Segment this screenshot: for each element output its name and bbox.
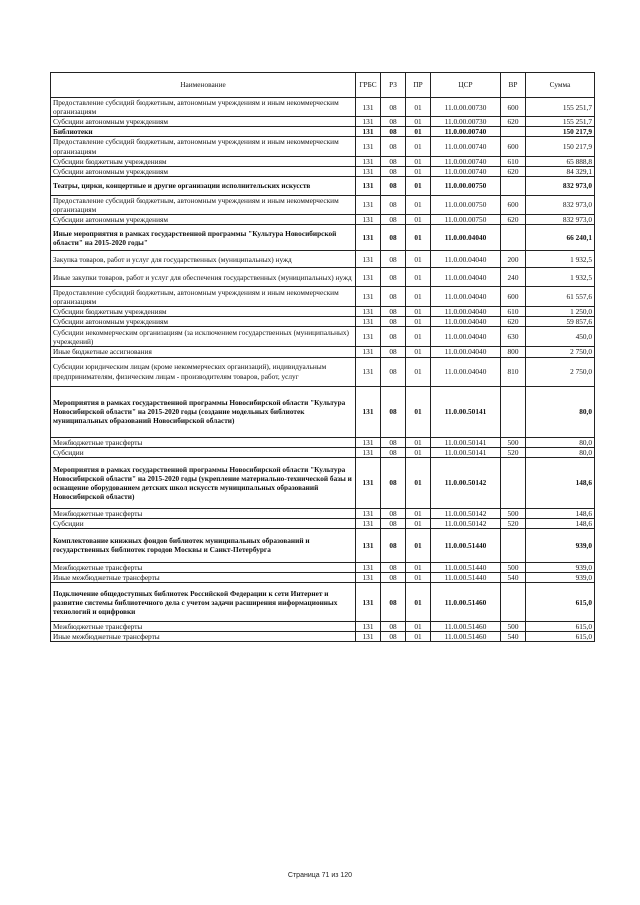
- table-row: [51, 457, 595, 508]
- cell-pr: 01: [406, 195, 431, 214]
- cell-pr: 01: [406, 317, 431, 327]
- table-row: [51, 508, 595, 518]
- cell-grbs: 131: [356, 176, 381, 195]
- cell-grbs: 131: [356, 268, 381, 287]
- cell-csr: 11.0.00.00730: [431, 98, 501, 117]
- cell-pr: 01: [406, 117, 431, 127]
- cell-csr: 11.0.00.51440: [431, 573, 501, 583]
- table-row: [51, 528, 595, 562]
- table-row: [51, 127, 595, 137]
- cell-vr: [501, 457, 526, 508]
- cell-csr: 11.0.00.04040: [431, 251, 501, 268]
- cell-grbs: 131: [356, 632, 381, 642]
- cell-vr: [501, 386, 526, 437]
- cell-grbs: 131: [356, 215, 381, 225]
- cell-sum: 450,0: [526, 327, 595, 347]
- cell-sum: 59 857,6: [526, 317, 595, 327]
- cell-pr: 01: [406, 508, 431, 518]
- table-row: [51, 632, 595, 642]
- cell-grbs: 131: [356, 622, 381, 632]
- cell-pr: 01: [406, 215, 431, 225]
- table-header-row: [51, 73, 595, 98]
- cell-vr: 610: [501, 156, 526, 166]
- cell-grbs: 131: [356, 457, 381, 508]
- cell-csr: 11.0.00.04040: [431, 268, 501, 287]
- cell-csr: 11.0.00.50141: [431, 447, 501, 457]
- cell-vr: 620: [501, 215, 526, 225]
- cell-name: Комплектование книжных фондов библиотек муниципальных образований и государственных библиотек городов Москвы и Санкт-Петербурга: [51, 528, 356, 562]
- cell-sum: 65 888,8: [526, 156, 595, 166]
- cell-vr: 520: [501, 518, 526, 528]
- cell-vr: 240: [501, 268, 526, 287]
- cell-csr: 11.0.00.00750: [431, 195, 501, 214]
- cell-grbs: 131: [356, 251, 381, 268]
- cell-name: Иные мероприятия в рамках государственной программы "Культура Новосибирской области" на 2015-2020 годы": [51, 225, 356, 251]
- cell-sum: 84 329,1: [526, 166, 595, 176]
- cell-rz: 08: [381, 251, 406, 268]
- cell-vr: 600: [501, 137, 526, 156]
- cell-rz: 08: [381, 528, 406, 562]
- cell-vr: 800: [501, 347, 526, 357]
- cell-name: Субсидии бюджетным учреждениям: [51, 307, 356, 317]
- cell-name: Иные межбюджетные трансферты: [51, 573, 356, 583]
- table-row: [51, 195, 595, 214]
- cell-vr: 600: [501, 98, 526, 117]
- cell-pr: 01: [406, 622, 431, 632]
- cell-name: Иные межбюджетные трансферты: [51, 632, 356, 642]
- table-row: [51, 287, 595, 307]
- cell-pr: 01: [406, 176, 431, 195]
- cell-rz: 08: [381, 437, 406, 447]
- cell-grbs: 131: [356, 166, 381, 176]
- cell-name: Иные бюджетные ассигнования: [51, 347, 356, 357]
- cell-sum: 61 557,6: [526, 287, 595, 307]
- cell-csr: 11.0.00.00740: [431, 156, 501, 166]
- cell-rz: 08: [381, 307, 406, 317]
- cell-csr: 11.0.00.51460: [431, 632, 501, 642]
- cell-pr: 01: [406, 166, 431, 176]
- cell-rz: 08: [381, 457, 406, 508]
- cell-grbs: 131: [356, 347, 381, 357]
- table-row: [51, 357, 595, 386]
- cell-pr: 01: [406, 127, 431, 137]
- cell-csr: 11.0.00.00740: [431, 137, 501, 156]
- table-row: [51, 166, 595, 176]
- cell-csr: 11.0.00.00730: [431, 117, 501, 127]
- cell-vr: 610: [501, 307, 526, 317]
- cell-name: Субсидии автономным учреждениям: [51, 215, 356, 225]
- cell-vr: [501, 528, 526, 562]
- cell-sum: 155 251,7: [526, 117, 595, 127]
- cell-sum: 1 250,0: [526, 307, 595, 317]
- cell-csr: 11.0.00.51460: [431, 583, 501, 622]
- cell-sum: 155 251,7: [526, 98, 595, 117]
- table-row: [51, 176, 595, 195]
- cell-sum: 939,0: [526, 528, 595, 562]
- table-row: [51, 98, 595, 117]
- cell-csr: 11.0.00.50142: [431, 508, 501, 518]
- cell-rz: 08: [381, 518, 406, 528]
- cell-rz: 08: [381, 98, 406, 117]
- cell-name: Субсидии: [51, 447, 356, 457]
- cell-vr: [501, 225, 526, 251]
- cell-csr: 11.0.00.00750: [431, 176, 501, 195]
- cell-sum: 148,6: [526, 518, 595, 528]
- table-row: [51, 437, 595, 447]
- page-number: Страница 71 из 120: [287, 872, 353, 879]
- cell-sum: 615,0: [526, 583, 595, 622]
- cell-name: Театры, цирки, концертные и другие организации исполнительских искусств: [51, 176, 356, 195]
- cell-name: Предоставление субсидий бюджетным, автономным учреждениям и иным некоммерческим организациям: [51, 287, 356, 307]
- cell-grbs: 131: [356, 518, 381, 528]
- header-rz: РЗ: [381, 73, 406, 98]
- cell-csr: 11.0.00.04040: [431, 347, 501, 357]
- cell-sum: 2 750,0: [526, 347, 595, 357]
- cell-rz: 08: [381, 347, 406, 357]
- cell-rz: 08: [381, 622, 406, 632]
- cell-sum: 66 240,1: [526, 225, 595, 251]
- cell-vr: 630: [501, 327, 526, 347]
- cell-rz: 08: [381, 357, 406, 386]
- cell-vr: [501, 176, 526, 195]
- cell-grbs: 131: [356, 528, 381, 562]
- cell-rz: 08: [381, 166, 406, 176]
- cell-name: Межбюджетные трансферты: [51, 437, 356, 447]
- cell-sum: 615,0: [526, 632, 595, 642]
- cell-rz: 08: [381, 137, 406, 156]
- cell-pr: 01: [406, 287, 431, 307]
- cell-pr: 01: [406, 632, 431, 642]
- table-row: [51, 386, 595, 437]
- cell-grbs: 131: [356, 327, 381, 347]
- cell-rz: 08: [381, 156, 406, 166]
- cell-rz: 08: [381, 327, 406, 347]
- cell-pr: 01: [406, 518, 431, 528]
- cell-rz: 08: [381, 447, 406, 457]
- cell-grbs: 131: [356, 156, 381, 166]
- cell-name: Подключение общедоступных библиотек Российской Федерации к сети Интернет и развитие системы библиотечного дела с учетом задачи расширения информационных технологий и оцифровки: [51, 583, 356, 622]
- cell-grbs: 131: [356, 386, 381, 437]
- cell-name: Межбюджетные трансферты: [51, 562, 356, 572]
- cell-csr: 11.0.00.00750: [431, 215, 501, 225]
- cell-pr: 01: [406, 457, 431, 508]
- table-row: [51, 327, 595, 347]
- cell-vr: 500: [501, 562, 526, 572]
- cell-vr: 620: [501, 166, 526, 176]
- header-grbs: ГРБС: [356, 73, 381, 98]
- cell-sum: 148,6: [526, 508, 595, 518]
- cell-pr: 01: [406, 357, 431, 386]
- cell-rz: 08: [381, 287, 406, 307]
- cell-rz: 08: [381, 317, 406, 327]
- cell-vr: [501, 583, 526, 622]
- cell-rz: 08: [381, 127, 406, 137]
- header-sum: Сумма: [526, 73, 595, 98]
- cell-vr: 500: [501, 437, 526, 447]
- cell-grbs: 131: [356, 583, 381, 622]
- cell-sum: 150 217,9: [526, 137, 595, 156]
- cell-csr: 11.0.00.51440: [431, 562, 501, 572]
- cell-pr: 01: [406, 583, 431, 622]
- cell-sum: 615,0: [526, 622, 595, 632]
- header-pr: ПР: [406, 73, 431, 98]
- cell-pr: 01: [406, 386, 431, 437]
- cell-name: Субсидии некоммерческим организациям (за исключением государственных (муниципальных) учреждений): [51, 327, 356, 347]
- cell-sum: 1 932,5: [526, 251, 595, 268]
- cell-name: Субсидии юридическим лицам (кроме некоммерческих организаций), индивидуальным предпринимателям, физическим лицам - производителям товаров, работ, услуг: [51, 357, 356, 386]
- cell-rz: 08: [381, 176, 406, 195]
- table-row: [51, 268, 595, 287]
- cell-grbs: 131: [356, 98, 381, 117]
- table-row: [51, 447, 595, 457]
- cell-name: Библиотеки: [51, 127, 356, 137]
- table-row: [51, 317, 595, 327]
- table-row: [51, 573, 595, 583]
- cell-rz: 08: [381, 632, 406, 642]
- cell-rz: 08: [381, 386, 406, 437]
- cell-grbs: 131: [356, 225, 381, 251]
- cell-csr: 11.0.00.50142: [431, 518, 501, 528]
- cell-grbs: 131: [356, 562, 381, 572]
- cell-name: Мероприятия в рамках государственной программы Новосибирской области "Культура Новосибирской области" на 2015-2020 годы (укрепление материально-технической базы и оснащение оборудованием детских школ искусств муниципальных образований Новосибирской области): [51, 457, 356, 508]
- cell-grbs: 131: [356, 447, 381, 457]
- cell-sum: 832 973,0: [526, 195, 595, 214]
- cell-csr: 11.0.00.04040: [431, 307, 501, 317]
- cell-pr: 01: [406, 268, 431, 287]
- cell-csr: 11.0.00.00740: [431, 127, 501, 137]
- cell-grbs: 131: [356, 117, 381, 127]
- table-row: [51, 251, 595, 268]
- cell-name: Субсидии автономным учреждениям: [51, 117, 356, 127]
- cell-grbs: 131: [356, 137, 381, 156]
- cell-pr: 01: [406, 225, 431, 251]
- cell-name: Предоставление субсидий бюджетным, автономным учреждениям и иным некоммерческим организациям: [51, 98, 356, 117]
- cell-csr: 11.0.00.51460: [431, 622, 501, 632]
- cell-pr: 01: [406, 437, 431, 447]
- cell-rz: 08: [381, 583, 406, 622]
- table-row: [51, 156, 595, 166]
- cell-csr: 11.0.00.04040: [431, 327, 501, 347]
- cell-rz: 08: [381, 215, 406, 225]
- cell-name: Межбюджетные трансферты: [51, 622, 356, 632]
- cell-pr: 01: [406, 156, 431, 166]
- cell-pr: 01: [406, 573, 431, 583]
- cell-sum: 832 973,0: [526, 176, 595, 195]
- cell-sum: 939,0: [526, 562, 595, 572]
- cell-vr: 600: [501, 195, 526, 214]
- cell-csr: 11.0.00.00740: [431, 166, 501, 176]
- cell-grbs: 131: [356, 287, 381, 307]
- cell-grbs: 131: [356, 127, 381, 137]
- cell-grbs: 131: [356, 195, 381, 214]
- table-row: [51, 347, 595, 357]
- cell-csr: 11.0.00.04040: [431, 317, 501, 327]
- cell-rz: 08: [381, 225, 406, 251]
- table-row: [51, 307, 595, 317]
- cell-csr: 11.0.00.04040: [431, 357, 501, 386]
- cell-pr: 01: [406, 137, 431, 156]
- cell-grbs: 131: [356, 437, 381, 447]
- cell-pr: 01: [406, 327, 431, 347]
- cell-sum: 150 217,9: [526, 127, 595, 137]
- cell-vr: 540: [501, 632, 526, 642]
- cell-sum: 80,0: [526, 437, 595, 447]
- table-row: [51, 215, 595, 225]
- cell-sum: 2 750,0: [526, 357, 595, 386]
- cell-rz: 08: [381, 195, 406, 214]
- cell-pr: 01: [406, 528, 431, 562]
- cell-name: Закупка товаров, работ и услуг для государственных (муниципальных) нужд: [51, 251, 356, 268]
- cell-grbs: 131: [356, 357, 381, 386]
- header-vr: ВР: [501, 73, 526, 98]
- cell-csr: 11.0.00.04040: [431, 287, 501, 307]
- header-csr: ЦСР: [431, 73, 501, 98]
- cell-name: Предоставление субсидий бюджетным, автономным учреждениям и иным некоммерческим организациям: [51, 195, 356, 214]
- cell-pr: 01: [406, 307, 431, 317]
- cell-csr: 11.0.00.50141: [431, 386, 501, 437]
- cell-name: Мероприятия в рамках государственной программы Новосибирской области "Культура Новосибирской области" на 2015-2020 годы (создание модельных библиотек муниципальных образований Новосибирской области): [51, 386, 356, 437]
- cell-vr: 810: [501, 357, 526, 386]
- cell-vr: 540: [501, 573, 526, 583]
- table-row: [51, 562, 595, 572]
- cell-rz: 08: [381, 573, 406, 583]
- table-row: [51, 137, 595, 156]
- cell-vr: 500: [501, 508, 526, 518]
- table-row: [51, 583, 595, 622]
- cell-vr: 600: [501, 287, 526, 307]
- cell-grbs: 131: [356, 508, 381, 518]
- cell-name: Межбюджетные трансферты: [51, 508, 356, 518]
- cell-name: Субсидии бюджетным учреждениям: [51, 156, 356, 166]
- cell-csr: 11.0.00.04040: [431, 225, 501, 251]
- cell-pr: 01: [406, 98, 431, 117]
- table-row: [51, 518, 595, 528]
- cell-vr: 620: [501, 317, 526, 327]
- cell-vr: 620: [501, 117, 526, 127]
- table-row: [51, 117, 595, 127]
- cell-pr: 01: [406, 251, 431, 268]
- cell-sum: 80,0: [526, 447, 595, 457]
- cell-sum: 80,0: [526, 386, 595, 437]
- cell-vr: 520: [501, 447, 526, 457]
- cell-pr: 01: [406, 447, 431, 457]
- cell-grbs: 131: [356, 573, 381, 583]
- budget-table: [50, 72, 595, 642]
- cell-rz: 08: [381, 562, 406, 572]
- cell-pr: 01: [406, 347, 431, 357]
- cell-rz: 08: [381, 117, 406, 127]
- cell-sum: 939,0: [526, 573, 595, 583]
- cell-sum: 1 932,5: [526, 268, 595, 287]
- cell-sum: 148,6: [526, 457, 595, 508]
- header-name: Наименование: [51, 73, 356, 98]
- cell-name: Субсидии: [51, 518, 356, 528]
- cell-rz: 08: [381, 268, 406, 287]
- cell-vr: [501, 127, 526, 137]
- table-row: [51, 225, 595, 251]
- cell-name: Субсидии автономным учреждениям: [51, 166, 356, 176]
- cell-pr: 01: [406, 562, 431, 572]
- cell-rz: 08: [381, 508, 406, 518]
- table-body: [51, 98, 595, 642]
- cell-name: Иные закупки товаров, работ и услуг для обеспечения государственных (муниципальных) нужд: [51, 268, 356, 287]
- cell-grbs: 131: [356, 307, 381, 317]
- cell-grbs: 131: [356, 317, 381, 327]
- cell-sum: 832 973,0: [526, 215, 595, 225]
- cell-vr: 500: [501, 622, 526, 632]
- cell-vr: 200: [501, 251, 526, 268]
- cell-csr: 11.0.00.50141: [431, 437, 501, 447]
- cell-name: Субсидии автономным учреждениям: [51, 317, 356, 327]
- table-row: [51, 622, 595, 632]
- cell-csr: 11.0.00.51440: [431, 528, 501, 562]
- cell-csr: 11.0.00.50142: [431, 457, 501, 508]
- cell-name: Предоставление субсидий бюджетным, автономным учреждениям и иным некоммерческим организациям: [51, 137, 356, 156]
